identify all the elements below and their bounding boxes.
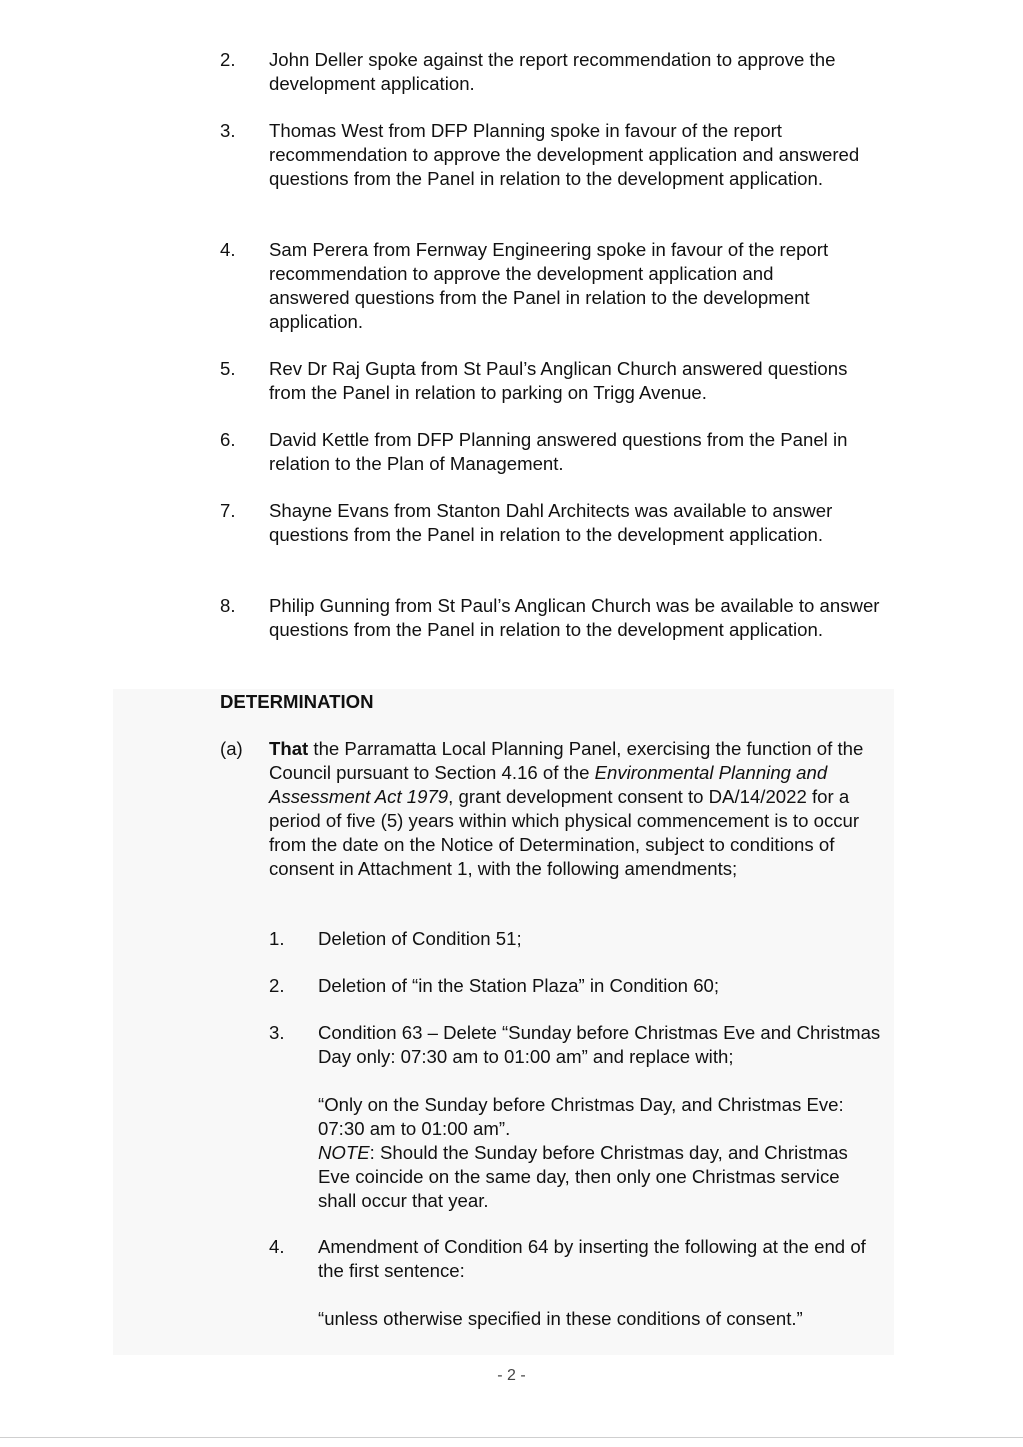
list-text: David Kettle from DFP Planning answered questions from the Panel in relation to the Plan of Management. [269,429,848,474]
list-text: Shayne Evans from Stanton Dahl Architects was available to answer questions from the Panel in relation to the development application. [269,500,833,545]
page-bottom-divider [0,1437,1023,1438]
clause-lead: That [269,738,309,759]
speaker-item-6 [220,428,892,476]
clause-text-part2: , grant development consent to DA/14/2022 for a period of five (5) years within which physical commencement is to occur from the date on the Notice of Determination, subject to conditions of consent in Attachment 1, with the following amendments; [269,786,860,879]
list-number: 6. [220,429,236,450]
amendment-item-4 [269,1235,889,1283]
list-number: 4. [220,239,236,260]
clause-text-part1: the Parramatta Local Planning Panel, exercising the function of the Council pursuant to Section 4.16 of the [269,738,864,783]
list-text: Philip Gunning from St Paul’s Anglican Church was be available to answer questions from the Panel in relation to the development application. [269,595,880,640]
amendment-number: 2. [269,975,285,996]
amendment-item-1 [269,927,889,951]
page-number: - 2 - [497,1367,526,1384]
amendment-text: Amendment of Condition 64 by inserting the following at the end of the first sentence: [318,1236,866,1281]
list-number: 7. [220,500,236,521]
list-text: John Deller spoke against the report recommendation to approve the development application. [269,49,836,94]
note-text: : Should the Sunday before Christmas day, and Christmas Eve coincide on the same day, then only one Christmas service shall occur that year. [318,1142,848,1211]
note-label: NOTE [318,1142,370,1163]
list-text: Sam Perera from Fernway Engineering spoke in favour of the report recommendation to approve the development application and answered questions from the Panel in relation to the development application. [269,239,829,332]
amendment-item-2 [269,974,889,998]
amendment-text: Deletion of “in the Station Plaza” in Condition 60; [318,975,720,996]
amendment-text: Deletion of Condition 51; [318,928,522,949]
amendment-item-3 [269,1021,889,1069]
list-number: 8. [220,595,236,616]
speaker-item-5 [220,357,892,405]
condition-64-quote: “unless otherwise specified in these conditions of consent.” [318,1308,803,1329]
amendment-text: Condition 63 – Delete “Sunday before Christmas Eve and Christmas Day only: 07:30 am to 01:00 am” and replace with; [318,1022,881,1067]
list-number: 3. [220,120,236,141]
speaker-item-4 [220,238,892,334]
condition-63-replacement [318,1093,873,1213]
list-number: 2. [220,49,236,70]
speaker-item-3 [220,119,892,191]
speaker-item-2 [220,48,892,96]
act-name: Environmental Planning and Assessment Act 1979 [269,762,828,807]
amendment-number: 4. [269,1236,285,1257]
speaker-item-7 [220,499,892,547]
speaker-item-8 [220,594,892,642]
determination-clause [220,737,892,881]
condition-63-quote: “Only on the Sunday before Christmas Day, and Christmas Eve: 07:30 am to 01:00 am”. [318,1094,844,1139]
list-text: Rev Dr Raj Gupta from St Paul’s Anglican Church answered questions from the Panel in relation to parking on Trigg Avenue. [269,358,848,403]
clause-label: (a) [220,738,243,759]
list-text: Thomas West from DFP Planning spoke in favour of the report recommendation to approve the development application and answered questions from the Panel in relation to the development application. [269,120,860,189]
amendment-number: 3. [269,1022,285,1043]
list-number: 5. [220,358,236,379]
determination-heading: DETERMINATION [220,691,374,712]
amendment-number: 1. [269,928,285,949]
clause-text [269,737,889,881]
